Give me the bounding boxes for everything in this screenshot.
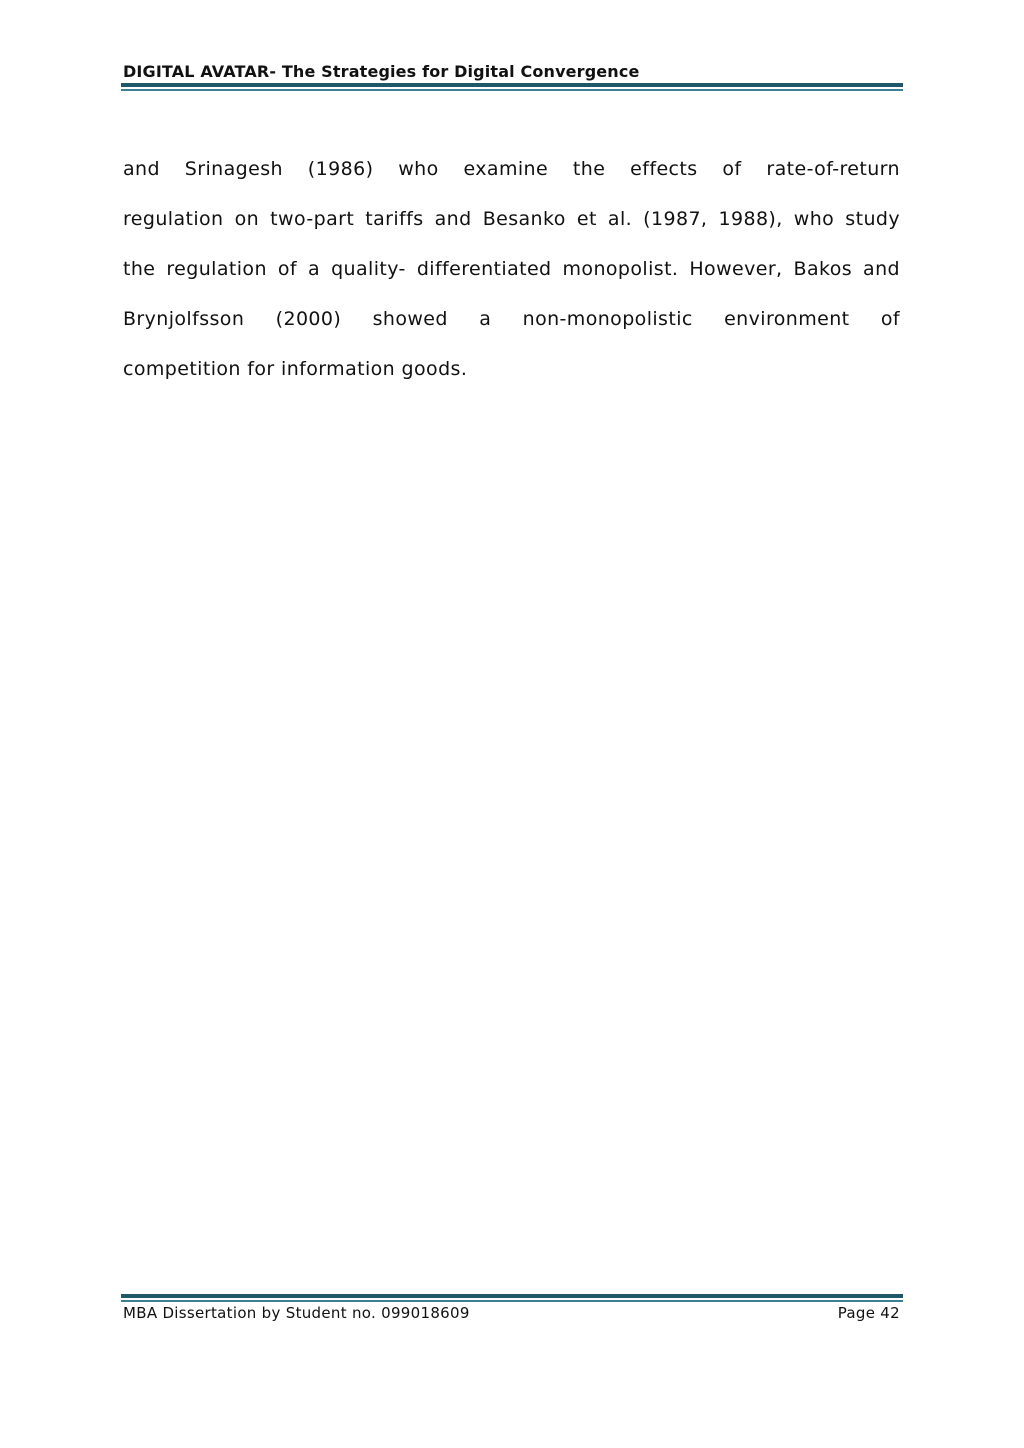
body-line: and Srinagesh (1986) who examine the effects of rate-of-return <box>123 158 900 180</box>
footer-author: MBA Dissertation by Student no. 099018609 <box>123 1304 470 1322</box>
page-number: Page 42 <box>837 1304 900 1322</box>
footer-divider <box>121 1294 903 1302</box>
body-line: the regulation of a quality- differentiated monopolist. However, Bakos and <box>123 258 900 280</box>
header-divider <box>121 83 903 91</box>
body-line: regulation on two-part tariffs and Besanko et al. (1987, 1988), who study <box>123 208 900 230</box>
body-line: Brynjolfsson (2000) showed a non-monopolistic environment of <box>123 308 900 330</box>
body-paragraph <box>123 152 900 402</box>
page-header-title: DIGITAL AVATAR- The Strategies for Digital Convergence <box>123 62 640 81</box>
body-line: competition for information goods. <box>123 358 468 380</box>
